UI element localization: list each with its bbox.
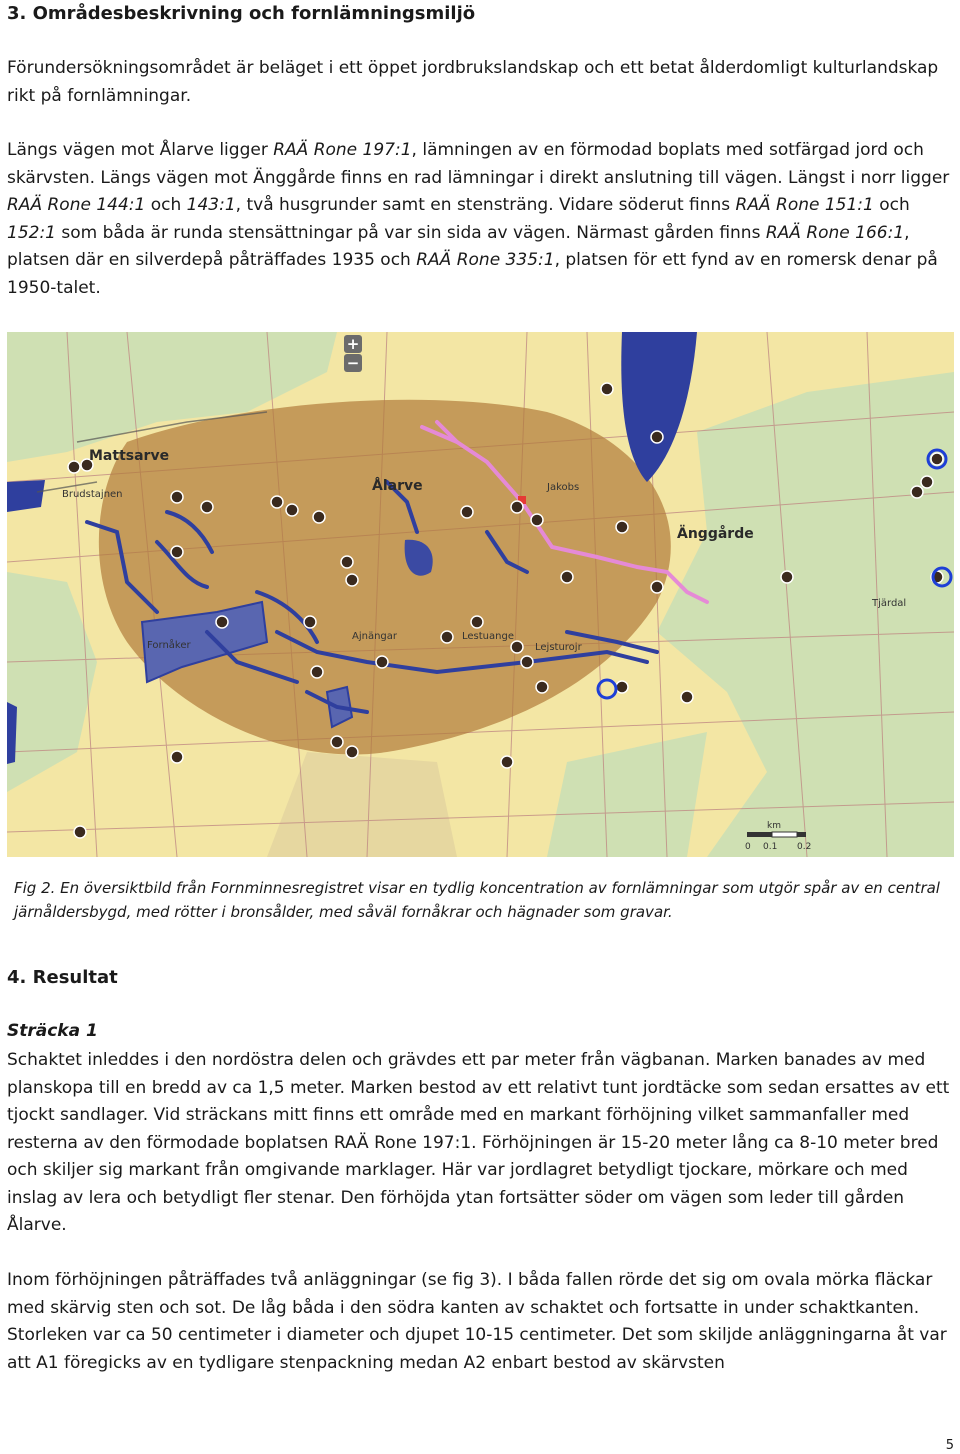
description-paragraph: Längs vägen mot Ålarve ligger RAÄ Rone 197:1, lämningen av en förmodad boplats med sotfärgad jord och skärvsten. Längs vägen mot Änggårde finns en rad lämningar i direkt anslutning till vägen. Längst i norr ligger RAÄ Rone 144:1 och 143:1, två husgrunder samt en stensträng. Vidare söderut finns RAÄ Rone 151:1 och 152:1 som båda är runda stensättningar på var sin sida av vägen. Närmast gården finns RAÄ Rone 166:1, platsen där en silverdepå påträffades 1935 och RAÄ Rone 335:1, platsen för ett fynd av en romersk denar på 1950-talet. — [7, 140, 950, 298]
place-lejsturojr: Lejsturojr — [535, 642, 582, 653]
section-heading: 3. Områdesbeskrivning och fornlämningsmiljö — [7, 3, 476, 24]
zoom-in-label: + — [346, 335, 360, 353]
place-ajnangar: Ajnängar — [352, 631, 398, 642]
place-jakobs: Jakobs — [547, 482, 580, 493]
subheading-stretch-1: Sträcka 1 — [7, 1021, 98, 1041]
svg-text:0: 0 — [745, 842, 751, 852]
place-alarve: Ålarve — [372, 478, 423, 494]
place-anggarde: Änggårde — [677, 526, 754, 542]
place-tjardal: Tjärdal — [872, 598, 907, 609]
heritage-map — [7, 332, 954, 857]
svg-text:km: km — [767, 821, 781, 831]
svg-text:0.2: 0.2 — [797, 842, 812, 852]
place-lestuange: Lestuange — [462, 631, 514, 642]
results-paragraph-1: Schaktet inleddes i den nordöstra delen och grävdes ett par meter från vägbanan. Marken banades av med planskopa till en bredd av ca 1,5 meter. Marken bestod av ett relativt tunt jordtäcke som sedan ersattes av ett tjockt sandlager. Vid sträckans mitt finns ett område med en markant förhöjning vilket sammanfaller med resterna av den förmodade boplatsen RAÄ Rone 197:1. Förhöjningen är 15-20 meter lång ca 8-10 meter bred och skiljer sig markant från omgivande marklager. Här var jordlagret betydligt tjockare, mörkare och med inslag av lera och betydligt fler stenar. Den förhöjda ytan fortsätter söder om vägen som leder till gården Ålarve. — [7, 1050, 950, 1235]
results-paragraph-2: Inom förhöjningen påträffades två anläggningar (se fig 3). I båda fallen rörde det sig om ovala mörka fläckar med skärvig sten och sot. De låg båda i den södra kanten av schaktet och fortsatte in under schaktkanten. Storleken var ca 50 centimeter i diameter och djupet 10-15 centimeter. Det som skiljde anläggningarna åt var att A1 föregicks av en tydligare stenpackning medan A2 enbart bestod av skärvsten — [7, 1270, 947, 1373]
svg-text:0.1: 0.1 — [763, 842, 778, 852]
intro-paragraph: Förundersökningsområdet är beläget i ett öppet jordbrukslandskap och ett betat ålderdomligt kulturlandskap rikt på fornlämningar. — [7, 58, 939, 106]
page-number: 5 — [945, 1438, 954, 1453]
place-brudstajnen: Brudstajnen — [62, 489, 123, 500]
section-heading-results: 4. Resultat — [7, 967, 118, 988]
zoom-out-label: − — [346, 354, 360, 372]
place-fornaker: Fornåker — [147, 640, 191, 651]
place-mattsarve: Mattsarve — [89, 448, 170, 464]
figure-caption: Fig 2. En översiktbild från Fornminnesregistret visar en tydlig koncentration av fornlämningar som utgör spår av en central järnåldersbygd, med rötter i bronsålder, med såväl fornåkrar och hägnader som gravar. — [14, 879, 940, 921]
